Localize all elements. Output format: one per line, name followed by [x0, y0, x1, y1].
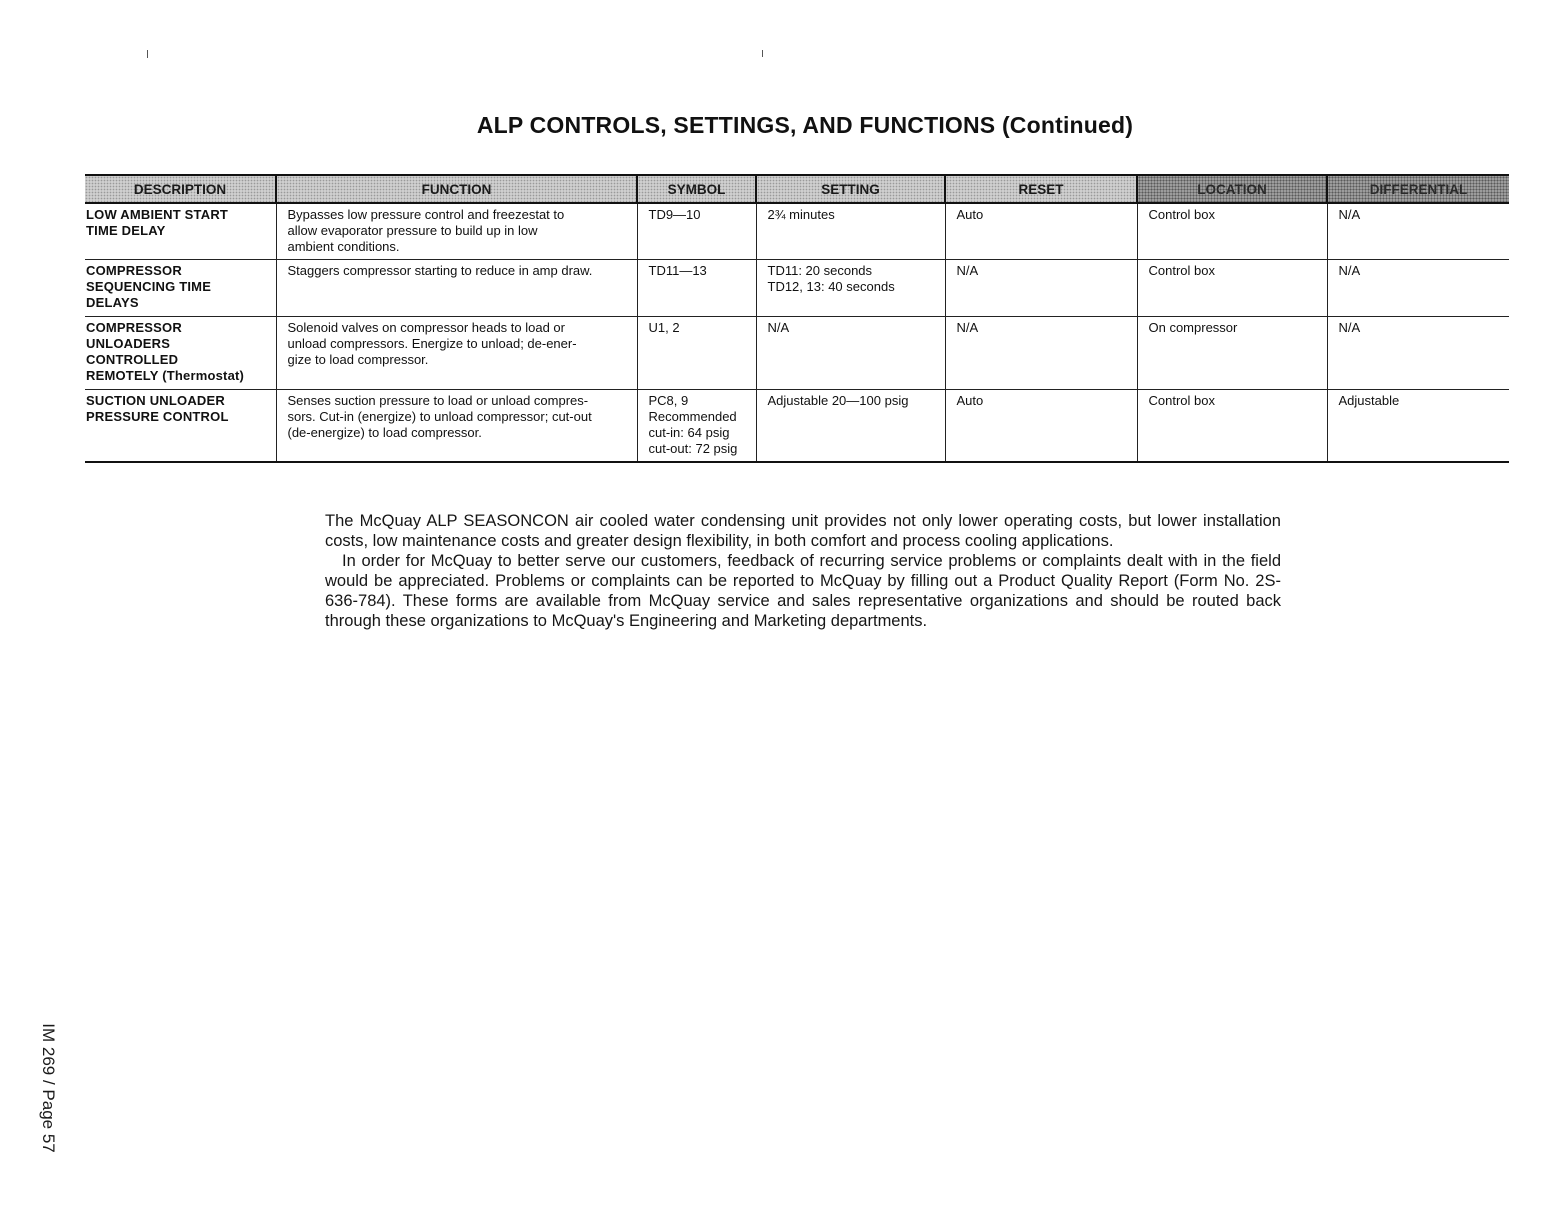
cell-setting [756, 260, 945, 317]
cell-text: TD9—10 [648, 207, 701, 222]
cell-differential [1327, 390, 1509, 463]
cell-description [85, 317, 276, 390]
cell-text: N/A [956, 320, 979, 335]
table-header-row [85, 175, 1509, 203]
cell-text: N/A [956, 263, 979, 278]
cell-text: N/A [767, 320, 790, 335]
cell-function [276, 203, 637, 260]
cell-function [276, 390, 637, 463]
cell-location [1137, 390, 1327, 463]
cell-function [276, 260, 637, 317]
cell-location [1137, 317, 1327, 390]
table-row [85, 317, 1509, 390]
controls-table-container [85, 174, 1509, 463]
cell-text: COMPRESSOR SEQUENCING TIME DELAYS [86, 263, 212, 310]
cell-differential [1327, 317, 1509, 390]
cell-text: PC8, 9 Recommended cut-in: 64 psig cut-out: 72 psig [648, 393, 738, 456]
cell-reset [945, 260, 1137, 317]
cell-symbol [637, 317, 756, 390]
header-location: LOCATION [1137, 175, 1327, 203]
table-row [85, 203, 1509, 260]
cell-text: On compressor [1148, 320, 1238, 335]
page-title: ALP CONTROLS, SETTINGS, AND FUNCTIONS (Continued) [476, 112, 1134, 138]
cell-text: SUCTION UNLOADER PRESSURE CONTROL [86, 393, 229, 424]
cell-text: Auto [956, 207, 984, 222]
cell-text: Senses suction pressure to load or unload compres- sors. Cut-in (energize) to unload compressor; cut-out (de-energize) to load compressor. [287, 393, 592, 440]
cell-text: Solenoid valves on compressor heads to load or unload compressors. Energize to unload; de-ener- gize to load compressor. [287, 320, 577, 367]
cell-text: N/A [1338, 263, 1361, 278]
cell-setting [756, 390, 945, 463]
cell-location [1137, 203, 1327, 260]
table-row [85, 260, 1509, 317]
cell-symbol [637, 260, 756, 317]
cell-text: Adjustable 20—100 psig [767, 393, 909, 408]
page-footer: IM 269 / Page 57 [39, 1023, 58, 1153]
cell-text: COMPRESSOR UNLOADERS CONTROLLED REMOTELY (Thermostat) [86, 320, 245, 383]
cell-text: N/A [1338, 207, 1361, 222]
cell-text: U1, 2 [648, 320, 680, 335]
cell-text: Control box [1148, 393, 1215, 408]
cell-setting [756, 317, 945, 390]
cell-text: Adjustable [1338, 393, 1400, 408]
cell-setting [756, 203, 945, 260]
cell-text: LOW AMBIENT START TIME DELAY [86, 207, 229, 238]
cell-text: TD11: 20 seconds TD12, 13: 40 seconds [767, 263, 895, 294]
cell-text: Staggers compressor starting to reduce in amp draw. [287, 263, 593, 278]
paragraph-feedback: In order for McQuay to better serve our customers, feedback of recurring service problems or complaints dealt with in the field would be appreciated. Problems or complaints can be reported to McQuay by filling out a Product Quality Report (Form No. 2S-636-784). These forms are available from McQuay service and sales representative organizations and should be routed back through these organizations to McQuay's Engineering and Marketing departments. [325, 552, 1281, 630]
cell-symbol [637, 390, 756, 463]
cell-description [85, 203, 276, 260]
body-text [325, 511, 1281, 631]
header-differential: DIFFERENTIAL [1327, 175, 1509, 203]
header-symbol: SYMBOL [637, 175, 756, 203]
cell-differential [1327, 260, 1509, 317]
cell-text: 2¾ minutes [767, 207, 835, 222]
cell-text: Control box [1148, 263, 1215, 278]
cell-text: N/A [1338, 320, 1361, 335]
cell-description [85, 260, 276, 317]
cell-text: TD11—13 [648, 263, 707, 278]
cell-function [276, 317, 637, 390]
cell-text: Bypasses low pressure control and freezestat to allow evaporator pressure to build up in low ambient conditions. [287, 207, 565, 254]
header-description: DESCRIPTION [85, 175, 276, 203]
cell-text: Control box [1148, 207, 1215, 222]
cell-location [1137, 260, 1327, 317]
cell-text: Auto [956, 393, 984, 408]
scan-tick-mark [762, 50, 763, 57]
table-row [85, 390, 1509, 463]
scan-tick-mark [147, 50, 148, 58]
header-reset: RESET [945, 175, 1137, 203]
cell-reset [945, 390, 1137, 463]
cell-symbol [637, 203, 756, 260]
header-function: FUNCTION [276, 175, 637, 203]
header-setting: SETTING [756, 175, 945, 203]
paragraph-intro: The McQuay ALP SEASONCON air cooled water condensing unit provides not only lower operating costs, but lower installation costs, low maintenance costs and greater design flexibility, in both comfort and process cooling applications. [325, 512, 1281, 550]
controls-table [85, 174, 1509, 463]
cell-reset [945, 317, 1137, 390]
cell-differential [1327, 203, 1509, 260]
cell-description [85, 390, 276, 463]
cell-reset [945, 203, 1137, 260]
